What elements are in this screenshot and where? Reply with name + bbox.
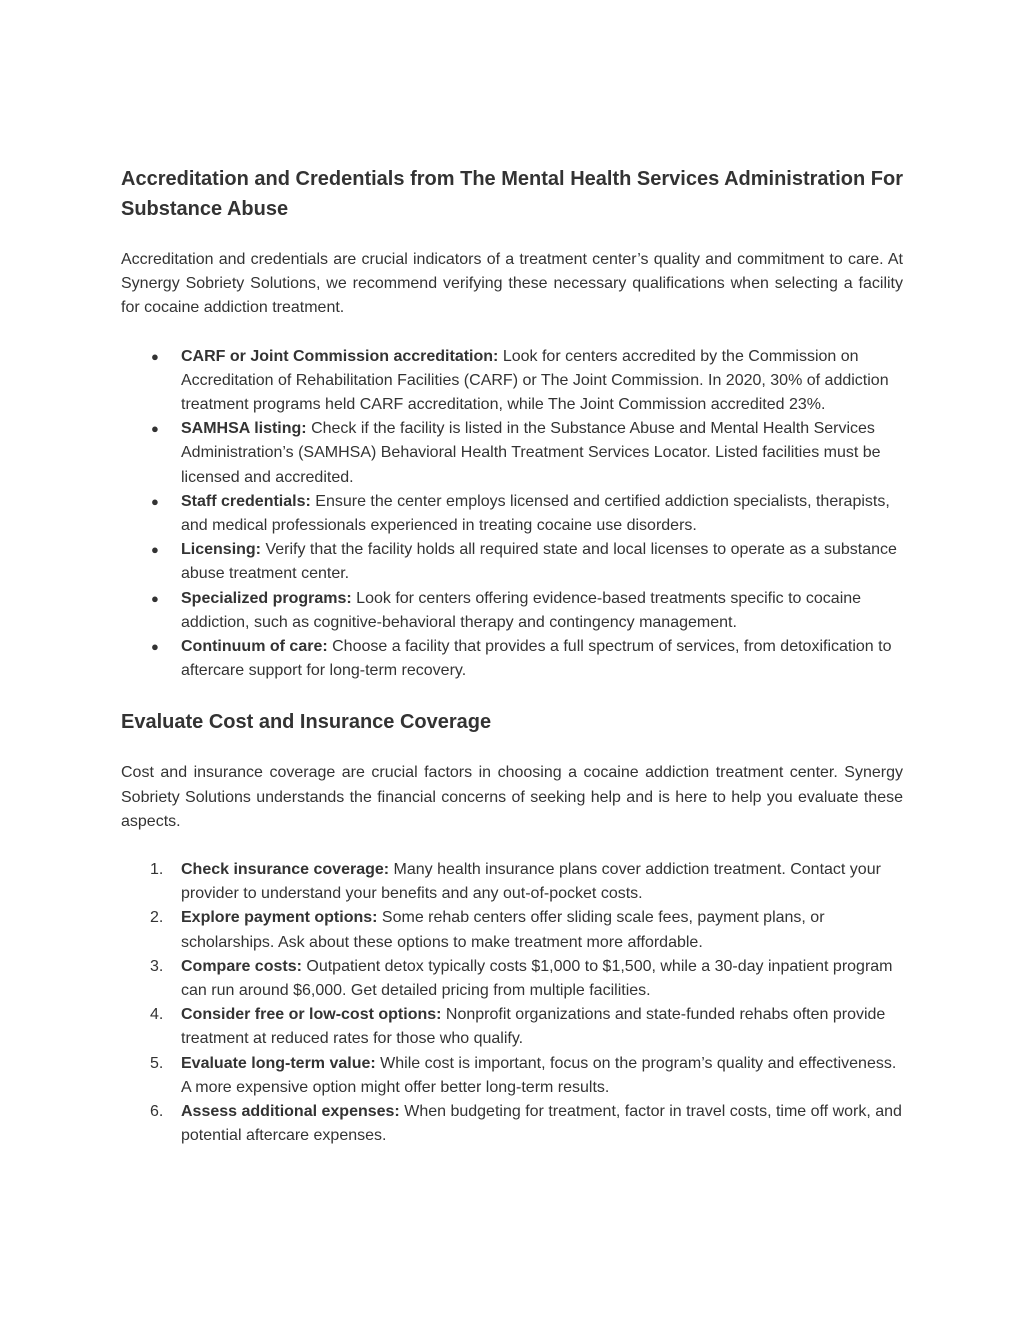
intro-paragraph-cost: Cost and insurance coverage are crucial factors in choosing a cocaine addiction treatment center. Synergy Sobriety Solutions understands the financial concerns of seeking help and is here to help you evaluate these aspects. xyxy=(121,764,903,830)
list-item xyxy=(121,1100,903,1148)
bullet-marker: ● xyxy=(151,590,159,606)
list-item-text: When budgeting for treatment, factor in travel costs, time off work, and potential aftercare expenses. xyxy=(181,1103,902,1145)
list-number: 4. xyxy=(150,1006,164,1024)
list-number: 2. xyxy=(150,909,164,927)
list-item-term: Staff credentials: xyxy=(181,492,311,510)
list-number: 1. xyxy=(150,861,164,879)
list-item-text: Ensure the center employs licensed and certified addiction specialists, therapists, and medical professionals experienced in treating cocaine use disorders. xyxy=(181,492,890,535)
list-item-text: Verify that the facility holds all required state and local licenses to operate as a substance abuse treatment center. xyxy=(181,541,897,583)
list-item xyxy=(121,858,903,906)
list-item-text: Look for centers offering evidence-based treatments specific to cocaine addiction, such as cognitive-behavioral therapy and contingency management. xyxy=(181,589,862,631)
document-page xyxy=(121,164,903,1149)
list-item-term: SAMHSA listing: xyxy=(181,420,307,438)
list-item xyxy=(121,417,903,490)
list-item-term: Consider free or low-cost options: xyxy=(181,1006,442,1024)
list-number: 5. xyxy=(150,1054,164,1072)
list-item-term: Evaluate long-term value: xyxy=(181,1054,376,1072)
section-heading-cost: Evaluate Cost and Insurance Coverage xyxy=(121,711,492,734)
list-item xyxy=(121,490,903,538)
list-item xyxy=(121,345,903,418)
list-item-term: Explore payment options: xyxy=(181,909,378,927)
list-item-text: Choose a facility that provides a full spectrum of services, from detoxification to aftercare support for long-term recovery. xyxy=(181,638,892,680)
bullet-marker: ● xyxy=(151,421,159,437)
list-number: 6. xyxy=(150,1103,164,1121)
list-item-term: Licensing: xyxy=(181,541,262,559)
list-item-term: CARF or Joint Commission accreditation: xyxy=(181,347,499,365)
list-item xyxy=(121,906,903,954)
list-item-term: Specialized programs: xyxy=(181,589,352,607)
intro-paragraph-accreditation: Accreditation and credentials are crucial indicators of a treatment center’s quality and commitment to care. At Synergy Sobriety Solutions, we recommend verifying these necessary qualifications when selecting a facility for cocaine addiction treatment. xyxy=(121,251,903,317)
list-item-text: Look for centers accredited by the Commission on Accreditation of Rehabilitation Facilities (CARF) or The Joint Commission. In 2020, 30% of addiction treatment programs held CARF accreditation, while The Joint Commission accredited 23%. xyxy=(181,347,889,414)
list-item-term: Check insurance coverage: xyxy=(181,861,390,879)
list-item xyxy=(121,538,903,586)
list-item-text: Many health insurance plans cover addiction treatment. Contact your provider to understand your benefits and any out-of-pocket costs. xyxy=(181,861,881,903)
list-item xyxy=(121,1052,903,1100)
list-item-term: Continuum of care: xyxy=(181,638,328,656)
accreditation-bullet-list xyxy=(121,345,903,684)
list-item-text: Check if the facility is listed in the Substance Abuse and Mental Health Services Administration’s (SAMHSA) Behavioral Health Treatment Services Locator. Listed facilities must be licensed and accredited. xyxy=(181,420,881,486)
section-heading-accreditation: Accreditation and Credentials from The Mental Health Services Administration For Substance Abuse xyxy=(121,168,903,220)
bullet-marker: ● xyxy=(151,493,159,509)
list-item-text: Outpatient detox typically costs $1,000 to $1,500, while a 30-day inpatient program can run around $6,000. Get detailed pricing from multiple facilities. xyxy=(181,957,893,1000)
list-item xyxy=(121,635,903,683)
list-item-text: Some rehab centers offer sliding scale fees, payment plans, or scholarships. Ask about these options to make treatment more affordable. xyxy=(181,909,825,951)
list-item xyxy=(121,587,903,635)
list-number: 3. xyxy=(150,957,164,975)
list-item-term: Compare costs: xyxy=(181,957,302,975)
list-item xyxy=(121,955,903,1003)
bullet-marker: ● xyxy=(151,348,159,364)
list-item xyxy=(121,1003,903,1051)
list-item-term: Assess additional expenses: xyxy=(181,1103,400,1121)
cost-numbered-list xyxy=(121,858,903,1148)
list-item-text: While cost is important, focus on the program’s quality and effectiveness. A more expensive option might offer better long-term results. xyxy=(181,1054,897,1096)
bullet-marker: ● xyxy=(151,542,159,558)
list-item-text: Nonprofit organizations and state-funded rehabs often provide treatment at reduced rates for those who qualify. xyxy=(181,1006,886,1048)
bullet-marker: ● xyxy=(151,639,159,655)
